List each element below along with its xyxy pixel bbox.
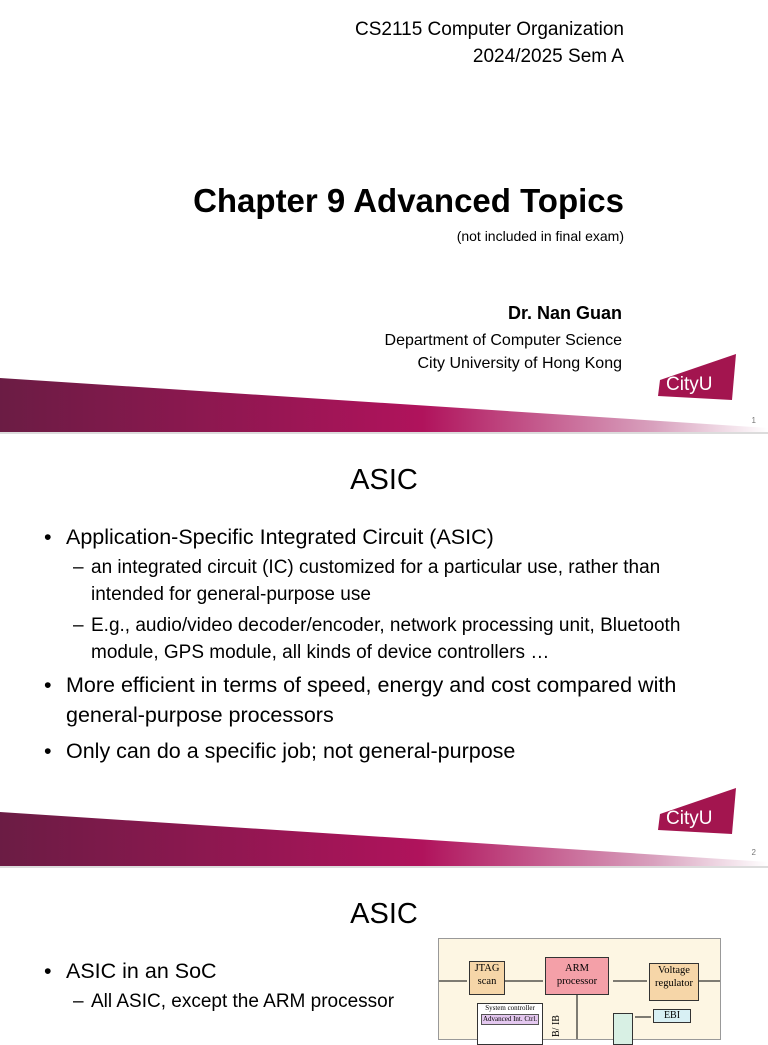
- bullet-list: [44, 522, 724, 766]
- department: Department of Computer Science: [384, 332, 622, 349]
- university: City University of Hong Kong: [417, 355, 622, 372]
- slide-2: [0, 434, 768, 866]
- sub-bullet-list: [66, 554, 724, 666]
- bullet-text: Application-Specific Integrated Circuit (ASIC): [66, 525, 494, 549]
- voltage-label: Voltage regulator: [655, 965, 693, 989]
- page-number: 2: [751, 848, 756, 857]
- cityu-logo: [656, 786, 738, 836]
- course-info: [355, 16, 624, 70]
- slide-title: Chapter 9 Advanced Topics: [193, 182, 624, 219]
- jtag-label: JTAG scan: [474, 963, 500, 987]
- arm-processor-block: [545, 957, 609, 995]
- ebi-label: EBI: [663, 1010, 681, 1021]
- bullet-list: [44, 956, 424, 1019]
- bullet-item: [44, 956, 424, 1015]
- ebi-block: [653, 1009, 691, 1023]
- bullet-item: [44, 522, 724, 666]
- sub-bullet-item: – an integrated circuit (IC) customized for a particular use, rather than intended for general-purpose use: [66, 554, 724, 608]
- slide-title: ASIC: [350, 464, 418, 496]
- page-number: 1: [751, 416, 756, 425]
- sub-bullet-item: – All ASIC, except the ARM processor: [66, 988, 424, 1015]
- slide-1: [0, 0, 768, 432]
- bullet-item: • Only can do a specific job; not general-purpose: [44, 736, 724, 766]
- footer-band: [0, 368, 768, 432]
- arm-label: ARM processor: [556, 963, 598, 987]
- sub-bullet-list: [66, 988, 424, 1015]
- jtag-block: [469, 961, 505, 995]
- voltage-regulator-block: [649, 963, 699, 1001]
- system-controller-block: [477, 1003, 543, 1045]
- cityu-logo: [656, 352, 738, 402]
- svg-text:CityU: CityU: [666, 374, 713, 395]
- bullet-text: ASIC in an SoC: [66, 959, 217, 983]
- course-name: CS2115 Computer Organization: [355, 19, 624, 40]
- course-semester: 2024/2025 Sem A: [472, 46, 624, 67]
- svg-text:CityU: CityU: [666, 808, 713, 829]
- bullet-item: • More efficient in terms of speed, energy and cost compared with general-purpose processors: [44, 670, 724, 730]
- exam-note: (not included in final exam): [456, 228, 624, 244]
- sysctrl-label: System controller: [485, 1004, 535, 1012]
- footer-band: [0, 802, 768, 866]
- sub-bullet-item: – E.g., audio/video decoder/encoder, network processing unit, Bluetooth module, GPS module, all kinds of device controllers …: [66, 612, 724, 666]
- bus-label: B/ IB: [551, 1015, 562, 1037]
- peripheral-block: [613, 1013, 633, 1045]
- soc-block-diagram: [438, 938, 721, 1040]
- author-name: Dr. Nan Guan: [507, 303, 622, 323]
- slide-title: ASIC: [350, 898, 418, 930]
- adv-int-ctrl-label: Advanced Int. Ctrl.: [482, 1015, 538, 1023]
- slide-3: [0, 868, 768, 1037]
